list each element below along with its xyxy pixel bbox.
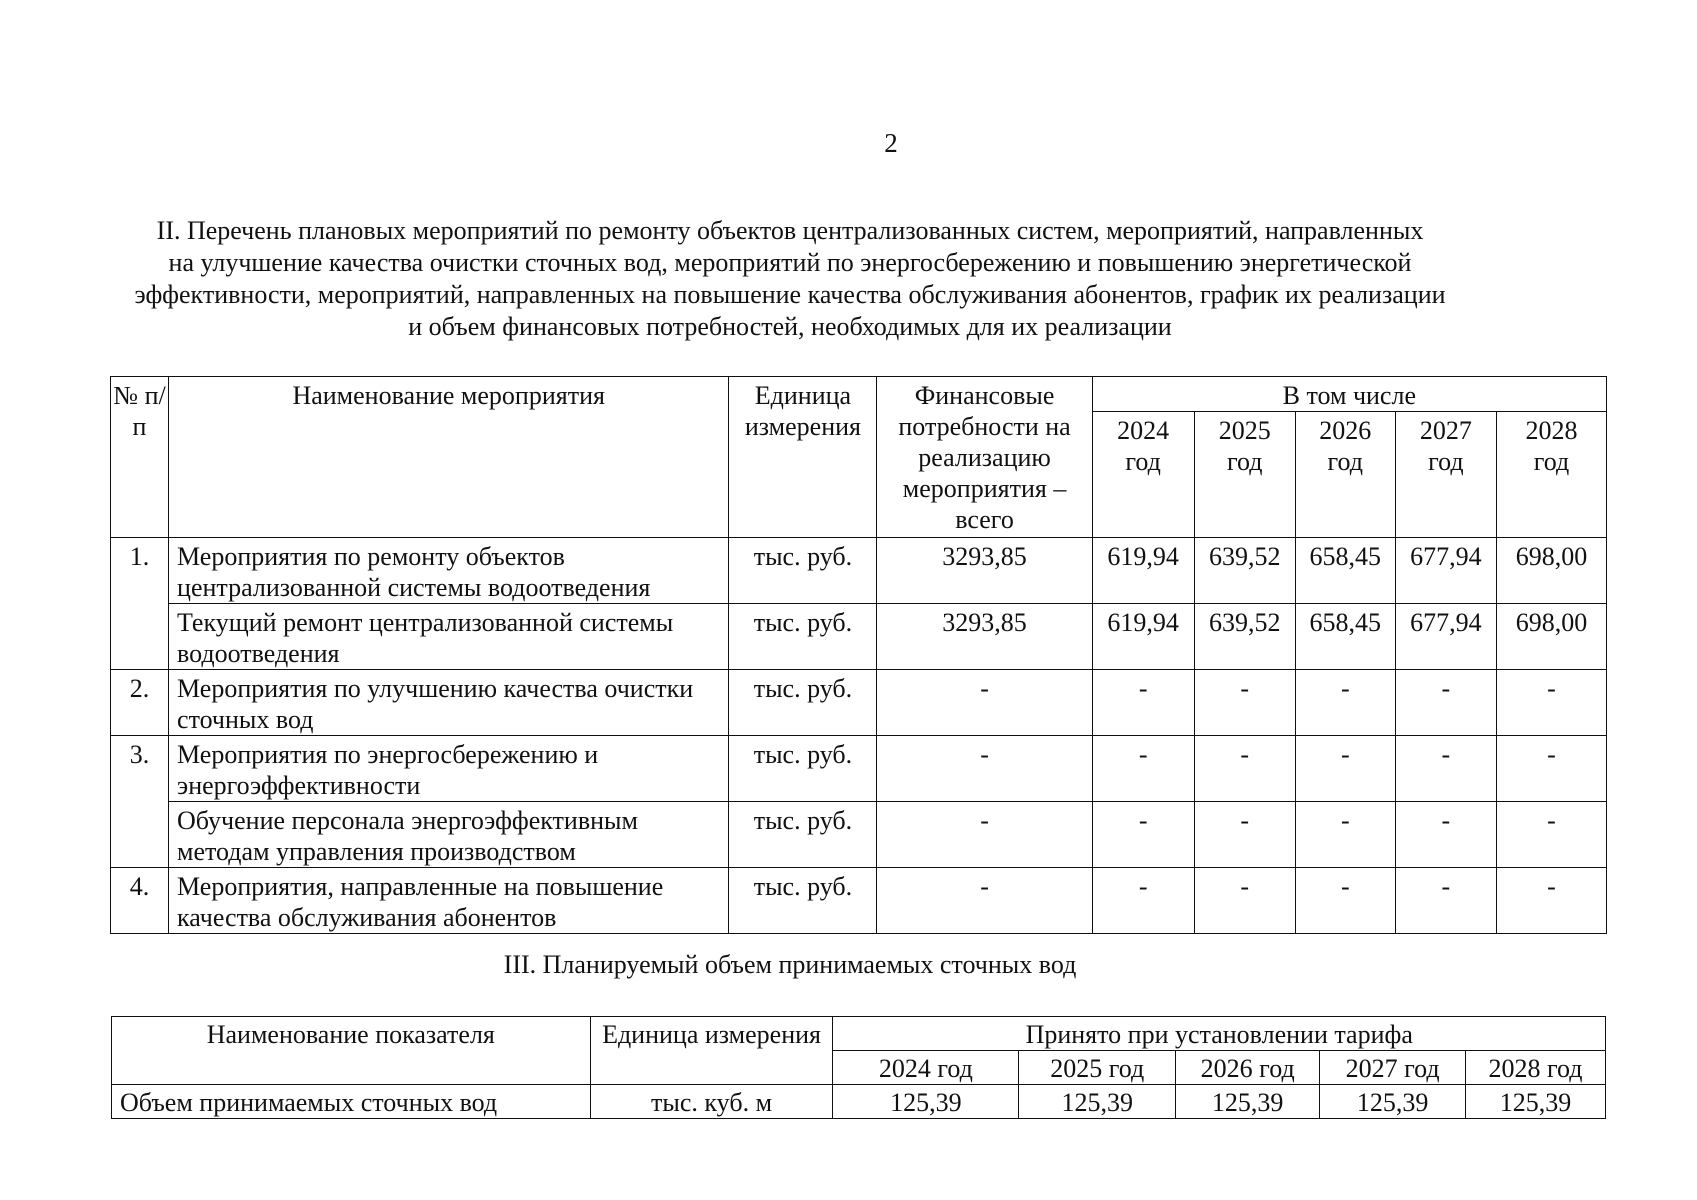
year-label: 2027: [1419, 416, 1472, 445]
row-number: 2.: [111, 670, 169, 736]
activity-total: -: [877, 736, 1092, 802]
section-2-title-line: и объем финансовых потребностей, необходимых для их реализации: [408, 312, 1172, 341]
value-2026: 125,39: [1176, 1085, 1320, 1119]
table-row: [112, 1085, 1606, 1119]
year-suffix: год: [1533, 447, 1570, 476]
section-2-title: [125, 215, 1455, 343]
indicator-unit: тыс. куб. м: [590, 1085, 833, 1119]
activity-name: Мероприятия по улучшению качества очистки сточных вод: [169, 670, 729, 736]
activity-unit: тыс. руб.: [729, 670, 877, 736]
header-year-2024: 2024 год: [833, 1051, 1019, 1085]
value-2024: 619,94: [1092, 604, 1194, 670]
indicator-name: Объем принимаемых сточных вод: [112, 1085, 591, 1119]
header-year-2026: 2026 год: [1176, 1051, 1320, 1085]
value-2028: 125,39: [1466, 1085, 1606, 1119]
activity-unit: тыс. руб.: [729, 604, 877, 670]
year-suffix: год: [1327, 447, 1364, 476]
value-2027: -: [1395, 802, 1496, 868]
table-row: [111, 604, 1607, 670]
table-row: [111, 670, 1607, 736]
header-num: № п/п: [111, 377, 169, 538]
value-2028: -: [1496, 670, 1606, 736]
value-2026: 658,45: [1295, 538, 1395, 604]
value-2027: -: [1395, 736, 1496, 802]
table-row: [111, 736, 1607, 802]
value-2025: -: [1194, 670, 1295, 736]
header-year-2027: 2027 год: [1320, 1051, 1466, 1085]
value-2024: -: [1092, 868, 1194, 934]
value-2026: -: [1295, 868, 1395, 934]
value-2028: 698,00: [1496, 538, 1606, 604]
activity-name: Обучение персонала энергоэффективным методам управления производством: [169, 802, 729, 868]
value-2024: -: [1092, 736, 1194, 802]
value-2027: 677,94: [1395, 604, 1496, 670]
value-2028: -: [1496, 802, 1606, 868]
row-number: 3.: [111, 736, 169, 868]
table-row: [111, 538, 1607, 604]
section-2-title-line: на улучшение качества очистки сточных вод, мероприятий по энергосбережению и повышению энергетической: [168, 248, 1412, 277]
value-2025: -: [1194, 736, 1295, 802]
activity-total: 3293,85: [877, 604, 1092, 670]
table-row: [111, 868, 1607, 934]
value-2027: -: [1395, 868, 1496, 934]
activity-unit: тыс. руб.: [729, 538, 877, 604]
header-year-2026: [1295, 412, 1395, 538]
header-indicator-name: Наименование показателя: [112, 1017, 591, 1085]
section-2-title-line: эффективности, мероприятий, направленных на повышение качества обслуживания абонентов, график их реализации: [134, 280, 1446, 309]
wastewater-volume-table: [111, 1016, 1606, 1119]
value-2028: -: [1496, 868, 1606, 934]
value-2026: -: [1295, 736, 1395, 802]
year-suffix: год: [1125, 447, 1161, 476]
table-row: [111, 802, 1607, 868]
section-3-title: III. Планируемый объем принимаемых сточных вод: [503, 950, 1077, 979]
header-unit: Единица измерения: [590, 1017, 833, 1085]
header-year-2028: [1496, 412, 1606, 538]
header-activity-name: Наименование мероприятия: [169, 377, 729, 538]
value-2024: 619,94: [1092, 538, 1194, 604]
activity-name: Мероприятия по энергосбережению и энергоэффективности: [169, 736, 729, 802]
value-2025: -: [1194, 802, 1295, 868]
value-2027: 677,94: [1395, 538, 1496, 604]
value-2024: -: [1092, 670, 1194, 736]
value-2027: 125,39: [1320, 1085, 1466, 1119]
value-2025: 639,52: [1194, 604, 1295, 670]
value-2024: -: [1092, 802, 1194, 868]
header-unit: Единица измерения: [729, 377, 877, 538]
header-accepted-tariff: Принято при установлении тарифа: [833, 1017, 1606, 1051]
year-label: 2025: [1218, 416, 1271, 445]
section-2-title-line: II. Перечень плановых мероприятий по ремонту объектов централизованных систем, мероприятий, направленных: [156, 216, 1424, 245]
value-2026: -: [1295, 670, 1395, 736]
header-including: В том числе: [1092, 377, 1606, 412]
activities-table: [110, 376, 1607, 934]
header-year-2024: [1092, 412, 1194, 538]
value-2024: 125,39: [833, 1085, 1019, 1119]
activity-total: -: [877, 802, 1092, 868]
activity-unit: тыс. руб.: [729, 868, 877, 934]
page-number: 2: [884, 128, 898, 158]
year-label: 2028: [1525, 416, 1578, 445]
year-suffix: год: [1428, 447, 1464, 476]
value-2025: 125,39: [1019, 1085, 1176, 1119]
header-year-2027: [1395, 412, 1496, 538]
value-2025: 639,52: [1194, 538, 1295, 604]
activity-name: Текущий ремонт централизованной системы водоотведения: [169, 604, 729, 670]
value-2028: 698,00: [1496, 604, 1606, 670]
header-year-2025: 2025 год: [1019, 1051, 1176, 1085]
activity-unit: тыс. руб.: [729, 802, 877, 868]
header-year-2025: [1194, 412, 1295, 538]
value-2026: 658,45: [1295, 604, 1395, 670]
year-label: 2024: [1117, 416, 1170, 445]
activity-name: Мероприятия по ремонту объектов централизованной системы водоотведения: [169, 538, 729, 604]
activity-total: -: [877, 670, 1092, 736]
value-2025: -: [1194, 868, 1295, 934]
header-total-needs: Финансовые потребности на реализацию мероприятия – всего: [877, 377, 1092, 538]
value-2028: -: [1496, 736, 1606, 802]
value-2026: -: [1295, 802, 1395, 868]
value-2027: -: [1395, 670, 1496, 736]
year-label: 2026: [1319, 416, 1372, 445]
row-number: 1.: [111, 538, 169, 670]
activity-total: -: [877, 868, 1092, 934]
header-year-2028: 2028 год: [1466, 1051, 1606, 1085]
activity-total: 3293,85: [877, 538, 1092, 604]
activity-name: Мероприятия, направленные на повышение качества обслуживания абонентов: [169, 868, 729, 934]
row-number: 4.: [111, 868, 169, 934]
year-suffix: год: [1226, 447, 1263, 476]
activity-unit: тыс. руб.: [729, 736, 877, 802]
